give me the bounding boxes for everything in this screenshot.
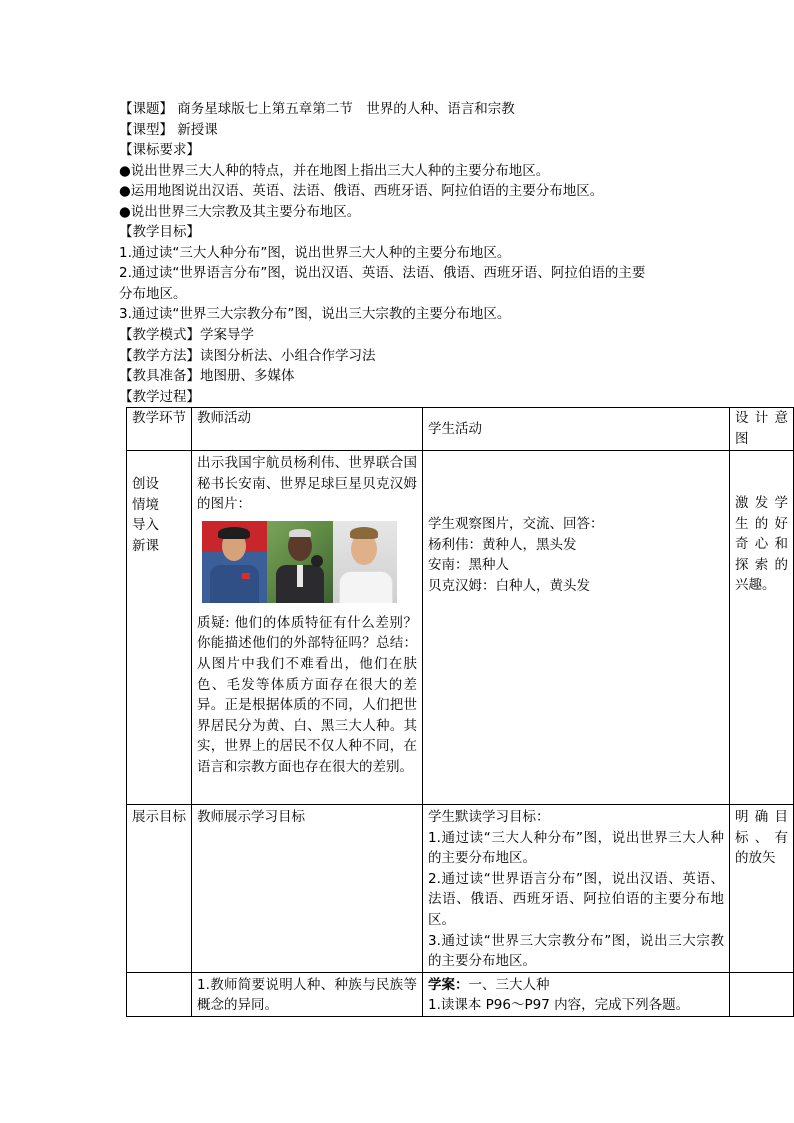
intent-text: 明确目标、有的放矢 [735,809,788,867]
standard-item: ●说出世界三大宗教及其主要分布地区。 [119,204,361,220]
astronaut-photo [202,521,267,603]
student-line: 1.通过读“三大人种分布”图，说出世界三大人种的主要分布地区。 [428,829,724,867]
header-stage: 教学环节 [127,408,192,451]
teacher-text: 1.教师简要说明人种、种族与民族等概念的异同。 [197,976,417,1014]
student-line [428,973,724,996]
header-intent: 设计意图 [730,408,794,451]
beckham-photo [333,521,397,603]
header-teacher: 教师活动 [192,408,423,451]
lesson-type: 【课型】 新授课 [119,122,218,138]
annan-photo [267,521,333,603]
intent-text: 激发学生的好奇心和探索的兴趣。 [735,495,788,594]
standard-item: ●运用地图说出汉语、英语、法语、俄语、西班牙语、阿拉伯语的主要分布地区。 [119,183,604,199]
goal-item: 2.通过读“世界语言分布”图，说出汉语、英语、法语、俄语、西班牙语、阿拉伯语的主要 [119,265,646,281]
teacher-cell [192,972,423,1016]
standards-heading: 【课标要求】 [119,142,200,158]
student-line: 3.通过读“世界三大宗教分布”图，说出三大宗教的主要分布地区。 [428,932,724,970]
table-row [127,972,794,1016]
teacher-intro: 出示我国宇航员杨利伟、世界联合国秘书长安南、世界足球巨星贝克汉姆的图片： [197,455,417,513]
stage-cell [127,805,192,973]
photo-strip [202,521,417,603]
process-table [126,407,794,1017]
stage-cell [127,972,192,1016]
student-line: 学生默读学习目标： [428,809,550,825]
teacher-question: 质疑: 他们的体质特征有什么差别？你能描述他们的外部特征吗？总结：从图片中我们不难看出，他们在肤色、毛发等体质方面存在很大的差异。正是根据体质的不同，人们把世界居民分为黄、白、黑三大人种。其实，世界上的居民不仅人种不同，在语言和宗教方面也存在很大的差别。 [197,614,417,775]
table-header-row [127,408,794,451]
teaching-method: 【教学方法】读图分析法、小组合作学习法 [119,348,376,364]
table-row [127,805,794,973]
intent-cell [730,805,794,973]
goals-heading: 【教学目标】 [119,224,200,240]
teaching-tools: 【教具准备】地图册、多媒体 [119,368,295,384]
intent-cell [730,972,794,1016]
student-cell [423,805,730,973]
worksheet-section: 一、三大人种 [468,976,550,993]
stage-line: 创设 [132,476,159,492]
teaching-mode: 【教学模式】学案导学 [119,327,254,343]
goal-item: 3.通过读“世界三大宗教分布”图，说出三大宗教的主要分布地区。 [119,306,511,322]
stage-line: 情境 [132,496,159,513]
student-cell [423,972,730,1016]
stage-cell [127,451,192,805]
student-cell [423,451,730,805]
teacher-cell [192,451,423,805]
student-line: 安南：黑种人 [428,557,509,574]
goal-item: 1.通过读“三大人种分布”图，说出世界三大人种的主要分布地区。 [119,245,511,261]
teacher-text: 教师展示学习目标 [197,809,305,825]
lesson-title: 【课题】 商务星球版七上第五章第二节 世界的人种、语言和宗教 [119,101,515,117]
stage-line: 新课 [132,537,159,554]
goal-item-cont: 分布地区。 [119,286,187,302]
standard-item: ●说出世界三大人种的特点，并在地图上指出三大人种的主要分布地区。 [119,163,550,179]
process-heading: 【教学过程】 [119,389,200,405]
student-line: 杨利伟：黄种人，黑头发 [428,536,577,553]
teacher-cell [192,805,423,973]
table-row [127,451,794,805]
student-line: 贝克汉姆：白种人，黄头发 [428,577,590,594]
student-line: 1.读课本 P96～P97 内容，完成下列各题。 [428,997,690,1014]
worksheet-label: 学案： [428,976,469,993]
stage-line: 导入 [132,517,159,534]
student-line: 学生观察图片，交流、回答： [428,516,604,532]
header-student: 学生活动 [423,408,730,451]
stage-text: 展示目标 [132,809,186,825]
intent-cell [730,451,794,805]
student-line: 2.通过读“世界语言分布”图，说出汉语、英语、法语、俄语、西班牙语、阿拉伯语的主要分布地区。 [428,870,724,928]
